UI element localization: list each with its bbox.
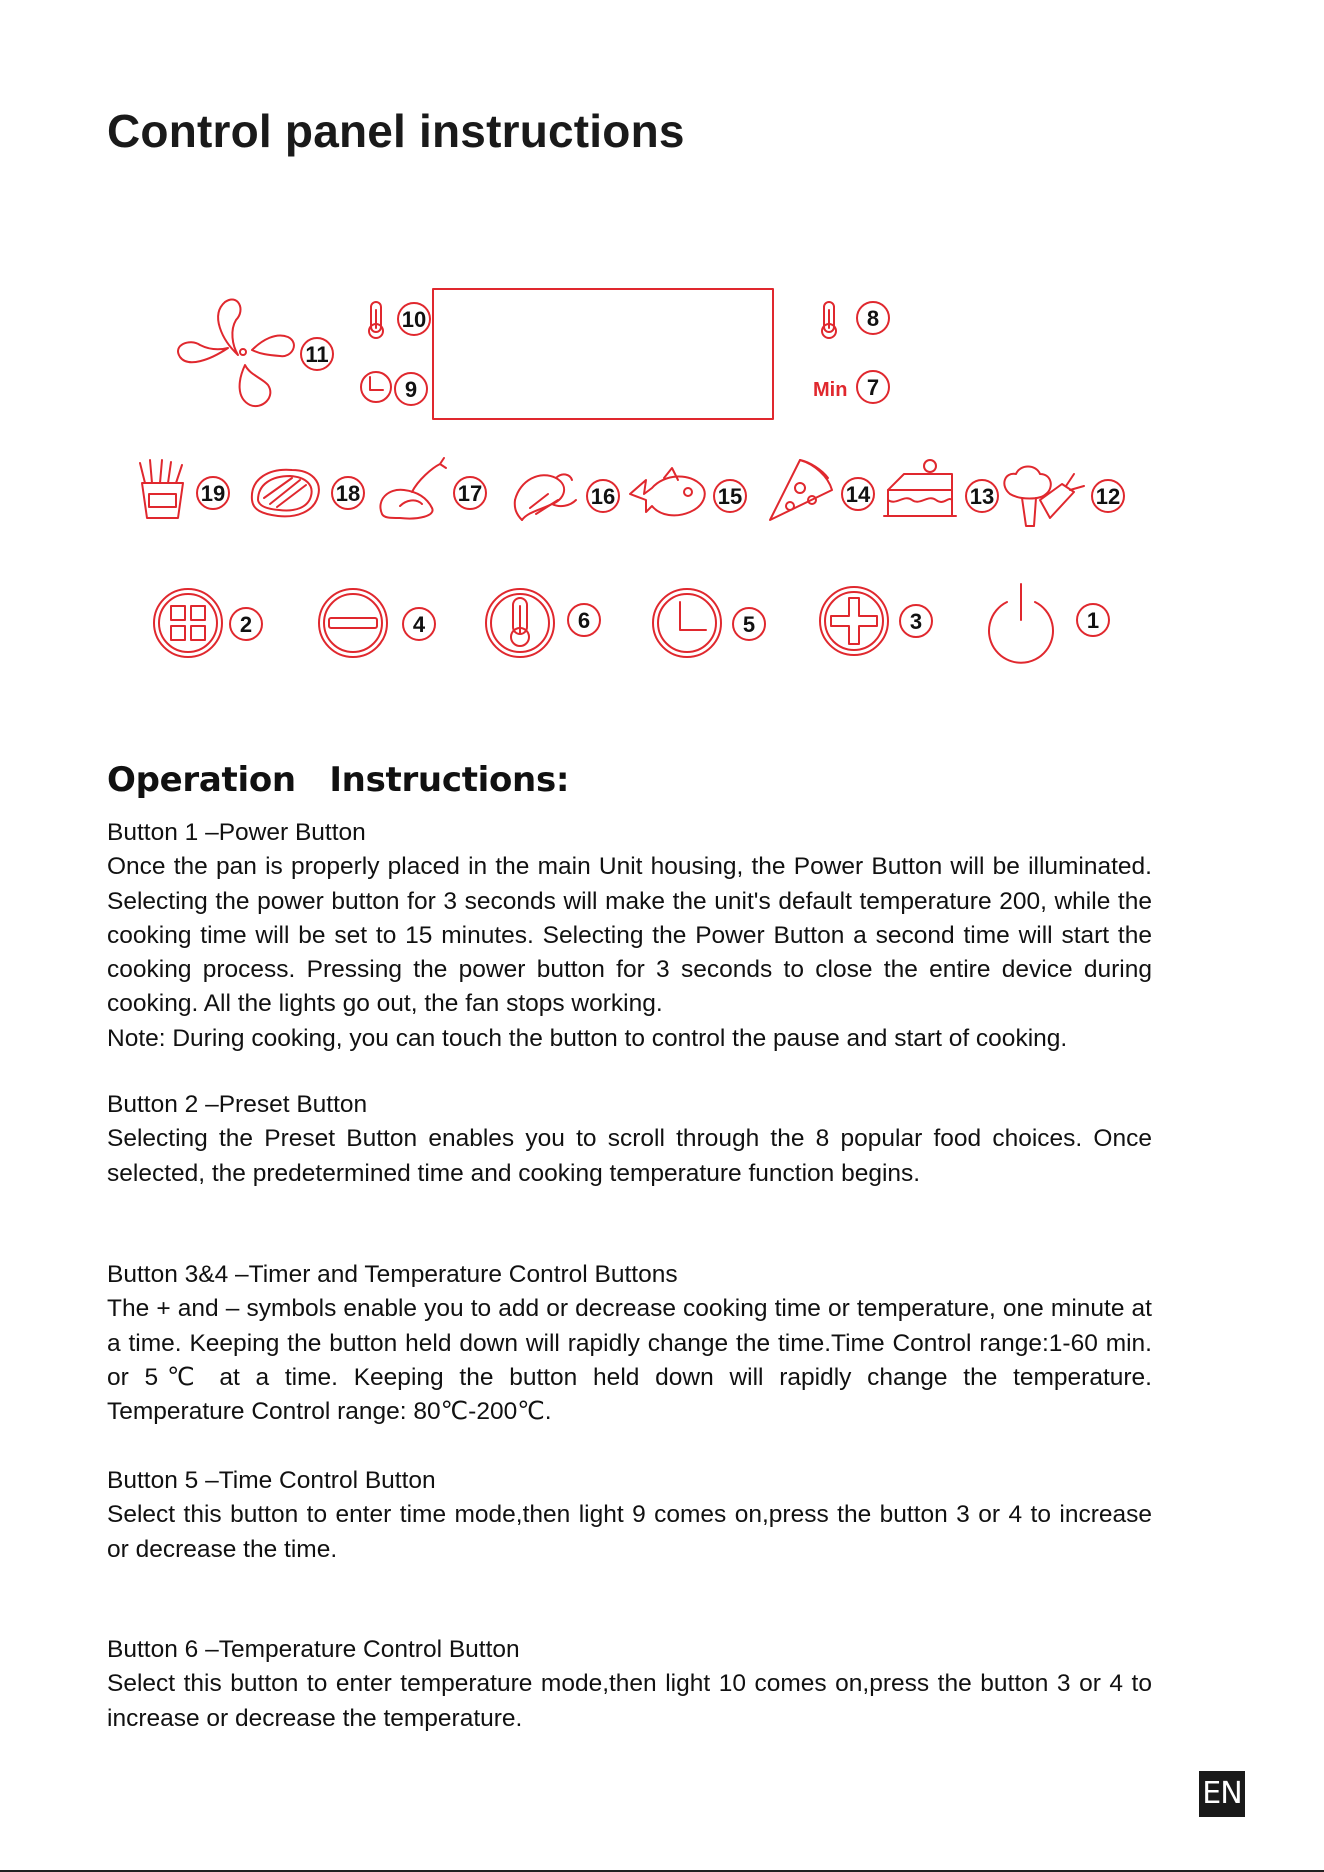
section-body: Selecting the Preset Button enables you to scroll through the 8 popular food choices. Once selected, the predetermined time and cooking temperature function begins. xyxy=(107,1125,1152,1187)
button-6-number: 6 xyxy=(577,608,591,633)
operation-instructions-heading: Operation Instructions: xyxy=(107,760,570,800)
preset-button-section xyxy=(107,1088,1152,1191)
button-2-number: 2 xyxy=(239,612,253,637)
preset-19-number: 19 xyxy=(200,481,226,506)
light-10-number: 10 xyxy=(401,307,427,332)
preset-17-number: 17 xyxy=(457,481,483,506)
timer-temperature-buttons-section xyxy=(107,1258,1152,1429)
fish-icon[interactable] xyxy=(630,468,705,515)
preset-13-number: 13 xyxy=(969,484,995,509)
section-heading: Button 3&4 –Timer and Temperature Control Buttons xyxy=(107,1261,678,1288)
preset-18-number: 18 xyxy=(335,481,361,506)
preset-14-number: 14 xyxy=(845,482,871,507)
temperature-button[interactable] xyxy=(486,589,554,657)
time-light-icon xyxy=(361,372,391,402)
pizza-icon[interactable] xyxy=(770,460,832,520)
time-button[interactable] xyxy=(653,589,721,657)
temperature-indicator-icon xyxy=(822,302,836,338)
button-4-number: 4 xyxy=(412,612,426,637)
preset-15-number: 15 xyxy=(717,484,743,509)
time-control-button-section xyxy=(107,1464,1152,1567)
preset-12-number: 12 xyxy=(1095,484,1121,509)
control-panel-diagram xyxy=(0,270,1324,670)
button-1-number: 1 xyxy=(1086,608,1100,633)
preset-16-number: 16 xyxy=(590,484,616,509)
light-9-number: 9 xyxy=(404,377,418,402)
section-heading: Button 6 –Temperature Control Button xyxy=(107,1636,520,1663)
button-5-number: 5 xyxy=(742,612,756,637)
button-3-number: 3 xyxy=(909,609,923,634)
light-7-number: 7 xyxy=(866,375,880,400)
section-body: Select this button to enter time mode,then light 9 comes on,press the button 3 or 4 to increase or decrease the time. xyxy=(107,1501,1152,1563)
steak-icon[interactable] xyxy=(252,470,319,517)
shrimp-icon[interactable] xyxy=(515,474,576,520)
fries-icon[interactable] xyxy=(140,460,183,518)
vegetables-icon[interactable] xyxy=(1004,467,1084,527)
section-heading: Button 1 –Power Button xyxy=(107,819,366,846)
light-11-number: 11 xyxy=(305,342,329,367)
power-button-section xyxy=(107,816,1152,1056)
preset-button[interactable] xyxy=(154,589,222,657)
power-button[interactable] xyxy=(989,584,1053,663)
light-8-number: 8 xyxy=(866,306,880,331)
minutes-label: Min xyxy=(813,379,848,401)
temperature-light-icon xyxy=(369,302,383,338)
cake-icon[interactable] xyxy=(884,460,956,516)
section-heading: Button 2 –Preset Button xyxy=(107,1091,368,1118)
temperature-control-button-section xyxy=(107,1633,1152,1736)
minus-button[interactable] xyxy=(319,589,387,657)
display-screen xyxy=(433,289,773,419)
section-heading: Button 5 –Time Control Button xyxy=(107,1467,436,1494)
page-title: Control panel instructions xyxy=(107,105,685,157)
section-body: Once the pan is properly placed in the main Unit housing, the Power Button will be illuminated. Selecting the power button for 3 seconds will make the unit's default temperature 200, while the cooking time will be set to 15 minutes. Selecting the Power Button a second time will start the cooking process. Pressing the power button for 3 seconds to close the entire device during cooking. All the lights go out, the fan stops working. xyxy=(107,853,1152,1018)
section-body: The + and – symbols enable you to add or decrease cooking time or temperature, one minute at a time. Keeping the button held down will rapidly change the time.Time Control range:1-60 min. or 5℃ at a time. Keeping the button held down will rapidly change the temperature. Temperature Control range: 80℃-200℃. xyxy=(107,1295,1152,1426)
language-badge: EN xyxy=(1199,1771,1245,1817)
chicken-drumstick-icon[interactable] xyxy=(380,458,446,519)
section-note: Note: During cooking, you can touch the button to control the pause and start of cooking. xyxy=(107,1024,1068,1052)
plus-button[interactable] xyxy=(820,587,888,655)
fan-icon xyxy=(178,299,294,406)
section-body: Select this button to enter temperature mode,then light 10 comes on,press the button 3 or 4 to increase or decrease the temperature. xyxy=(107,1670,1152,1732)
